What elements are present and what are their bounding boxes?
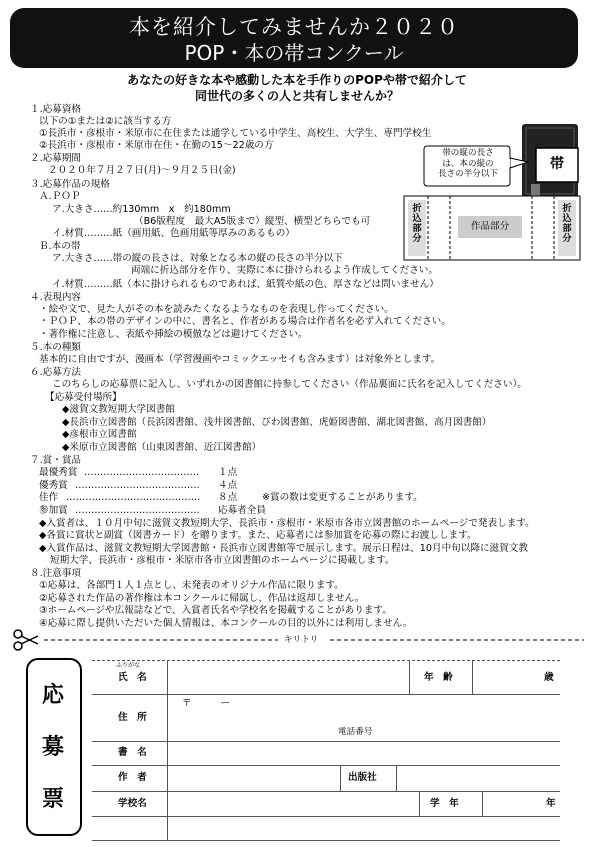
section-1-line: 以下の①または②に該当する方 (39, 116, 172, 127)
work-area-label: 作品部分 (470, 221, 510, 232)
grade-label: 学 年 (430, 798, 459, 809)
fold-left-char: 分 (412, 234, 422, 244)
age-label: 年 齢 (424, 672, 453, 683)
callout-line: 長さの半分以下 (437, 169, 499, 179)
section-5-heading: ５.本の種類 (30, 342, 82, 353)
section-4-line: ・ＰＯＰ、本の帯のデザインの中に、書名と、作者がある場合は作者名を必ず入れてください。 (39, 316, 451, 327)
section-8-line: ②応募された作品の著作権は本コンクールに帰属し、作品は返却しません。 (39, 593, 365, 604)
section-8-heading: ８.注意事項 (30, 568, 82, 579)
form-line (92, 840, 560, 841)
award-count: ４点 (218, 480, 238, 491)
fold-right-char: 込 (562, 214, 572, 224)
section-1-heading: １.応募資格 (30, 104, 82, 115)
fold-right-label (558, 204, 576, 244)
form-title-char: 募 (41, 735, 64, 760)
cut-line-label: キリトリ (284, 635, 319, 645)
form-vline (340, 765, 341, 791)
section-1-line: ②長浜市・彦根市・米原市在住・在勤の15～22歳の方 (39, 140, 274, 151)
form-title (28, 670, 78, 826)
form-line (92, 694, 560, 695)
section-7-line: 短期大学、長浜市・彦根市・米原市各市立図書館のホームページに掲載します。 (50, 555, 395, 566)
fold-left-label (408, 204, 426, 244)
section-6-line: ◆米原市立図書館（山東図書館、近江図書館） (62, 442, 262, 453)
section-6-line: 【応募受付場所】 (45, 392, 122, 403)
section-4-heading: ４.表現内容 (30, 292, 82, 303)
grade-unit: 年 (546, 798, 556, 809)
section-6-heading: ６.応募方法 (30, 367, 82, 378)
form-vline (419, 791, 420, 816)
fold-left-char: 込 (412, 214, 422, 224)
form-vline (472, 660, 473, 694)
form-line (92, 765, 560, 766)
section-7-line: ◆入賞作品は、滋賀文教短期大学図書館・長浜市立図書館等で展示します。展示日程は、10月中旬以降に滋賀文教 (39, 543, 528, 554)
name-ruby-label: ふりがな (116, 662, 141, 669)
section-5-line: 基本的に自由ですが、漫画本（学習漫画やコミックエッセイも含みます）は対象外とします。 (39, 354, 441, 365)
form-line (92, 660, 560, 661)
section-3-line: イ.材質………紙（画用紙、色画用紙等厚みのあるもの） (52, 228, 295, 239)
name-label: 氏 名 (118, 672, 147, 683)
award-note: ※賞の数は変更することがあります。 (262, 492, 423, 503)
postal-mark: 〒 ー (182, 698, 230, 709)
section-7-line: ◆入賞者は、１０月中旬に滋賀文教短期大学、長浜市・彦根市・米原市各市立図書館のホームページで発表します。 (39, 518, 535, 529)
form-title-char: 応 (41, 683, 64, 708)
form-line (92, 816, 560, 817)
application-form (12, 650, 584, 840)
form-title-char: 票 (41, 787, 64, 812)
section-3-line: （B6版程度 最大A5版まで）縦型、横型どちらでも可 (134, 216, 371, 227)
award-name: 最優秀賞 (39, 467, 78, 478)
section-8-line: ④応募に際し提供いただいた個人情報は、本コンクールの目的以外には利用しません。 (39, 618, 413, 629)
section-3-line: ア.大きさ……約130mm x 約180mm (52, 204, 231, 215)
form-line (92, 741, 560, 742)
award-name: 参加賞 (39, 505, 68, 516)
address-label: 住 所 (118, 712, 147, 723)
obi-diagram (402, 118, 584, 278)
age-unit: 歳 (544, 672, 554, 683)
form-vline (482, 791, 483, 816)
scissors-icon (14, 630, 38, 650)
award-dots: …………………………………… (66, 492, 201, 503)
section-3-line: ア.大きさ……帯の縦の長さは、対象となる本の縦の長さの半分以下 (52, 253, 343, 264)
section-4-line: ・著作権に注意し、表紙や挿絵の模倣などは避けてください。 (39, 329, 308, 340)
fold-left-char: 折 (412, 204, 422, 214)
form-vline (167, 660, 168, 840)
callout-line: 帯の縦の長さ (442, 148, 494, 158)
phone-label: 電話番号 (338, 727, 373, 737)
section-2-heading: ２.応募期間 (30, 153, 82, 164)
award-name: 優秀賞 (39, 480, 68, 491)
author-label: 作 者 (118, 772, 147, 783)
section-6-line: ◆彦根市立図書館 (62, 429, 137, 440)
section-1-line: ①長浜市・彦根市・米原市に在住または通学している中学生、高校生、大学生、専門学校生 (39, 128, 432, 139)
section-3-line: Ｂ.本の帯 (39, 241, 81, 252)
form-vline (396, 765, 397, 791)
award-count: １点 (218, 467, 238, 478)
section-8-line: ①応募は、各部門１人１点とし、未発表のオリジナル作品に限ります。 (39, 580, 344, 591)
section-7-heading: ７.賞・賞品 (30, 455, 82, 466)
obi-label: 帯 (550, 156, 564, 172)
callout-text (426, 148, 510, 180)
section-6-line: ◆長浜市立図書館（長浜図書館、浅井図書館、びわ図書館、虎姫図書館、湖北図書館、高月図書館） (62, 417, 492, 428)
form-vline (409, 660, 410, 694)
section-3-heading: ３.応募作品の規格 (30, 179, 110, 190)
section-2-line: ２０２０年７月２７日(月)～９月２５日(金) (48, 165, 236, 176)
section-3-line: Ａ.ＰＯＰ (39, 191, 81, 202)
form-line (92, 791, 560, 792)
award-name: 佳作 (39, 492, 59, 503)
fold-right-char: 折 (562, 204, 572, 214)
intro-line-1: あなたの好きな本や感動した本を手作りのPOPや帯で紹介して (127, 73, 467, 87)
title-line-1: 本を紹介してみませんか２０２０ (129, 15, 459, 39)
callout-line: は、本の縦の (442, 158, 494, 169)
school-label: 学校名 (118, 798, 147, 809)
fold-left-char: 部 (412, 224, 422, 234)
title-banner (10, 8, 578, 68)
section-3-line: 両端に折込部分を作り、実際に本に掛けられるよう作成してください。 (131, 265, 438, 276)
title-line-2: POP・本の帯コンクール (184, 41, 404, 65)
award-dots: ………………………………… (75, 480, 200, 491)
publisher-label: 出版社 (348, 772, 377, 783)
section-4-line: ・絵や文で、見た人がその本を読みたくなるようなものを表現し作ってください。 (39, 304, 394, 315)
section-7-line: ◆各賞に賞状と副賞（図書カード）を贈ります。また、応募者には参加賞を応募の際にお渡しします。 (39, 530, 477, 541)
book-title-label: 書 名 (118, 747, 147, 758)
section-3-line: イ.材質………紙（本に掛けられるものであれば、紙質や紙の色、厚さなどは問いません） (52, 279, 439, 290)
award-count: 応募者全員 (218, 505, 266, 516)
section-6-line: ◆滋賀文教短期大学図書館 (62, 404, 175, 415)
award-dots: ……………………………… (84, 467, 200, 478)
section-8-line: ③ホームページや広報誌などで、入賞者氏名や学校名を掲載することがあります。 (39, 605, 392, 616)
fold-right-char: 部 (562, 224, 572, 234)
intro-line-2: 同世代の多くの人と共有しませんか？ (194, 89, 399, 103)
award-count: ８点 (218, 492, 238, 503)
section-6-line: このちらしの応募票に記入し、いずれかの図書館に持参してください（作品裏面に氏名を記入してください）。 (52, 379, 527, 390)
award-dots: ………………………………… (75, 505, 200, 516)
fold-right-char: 分 (562, 234, 572, 244)
